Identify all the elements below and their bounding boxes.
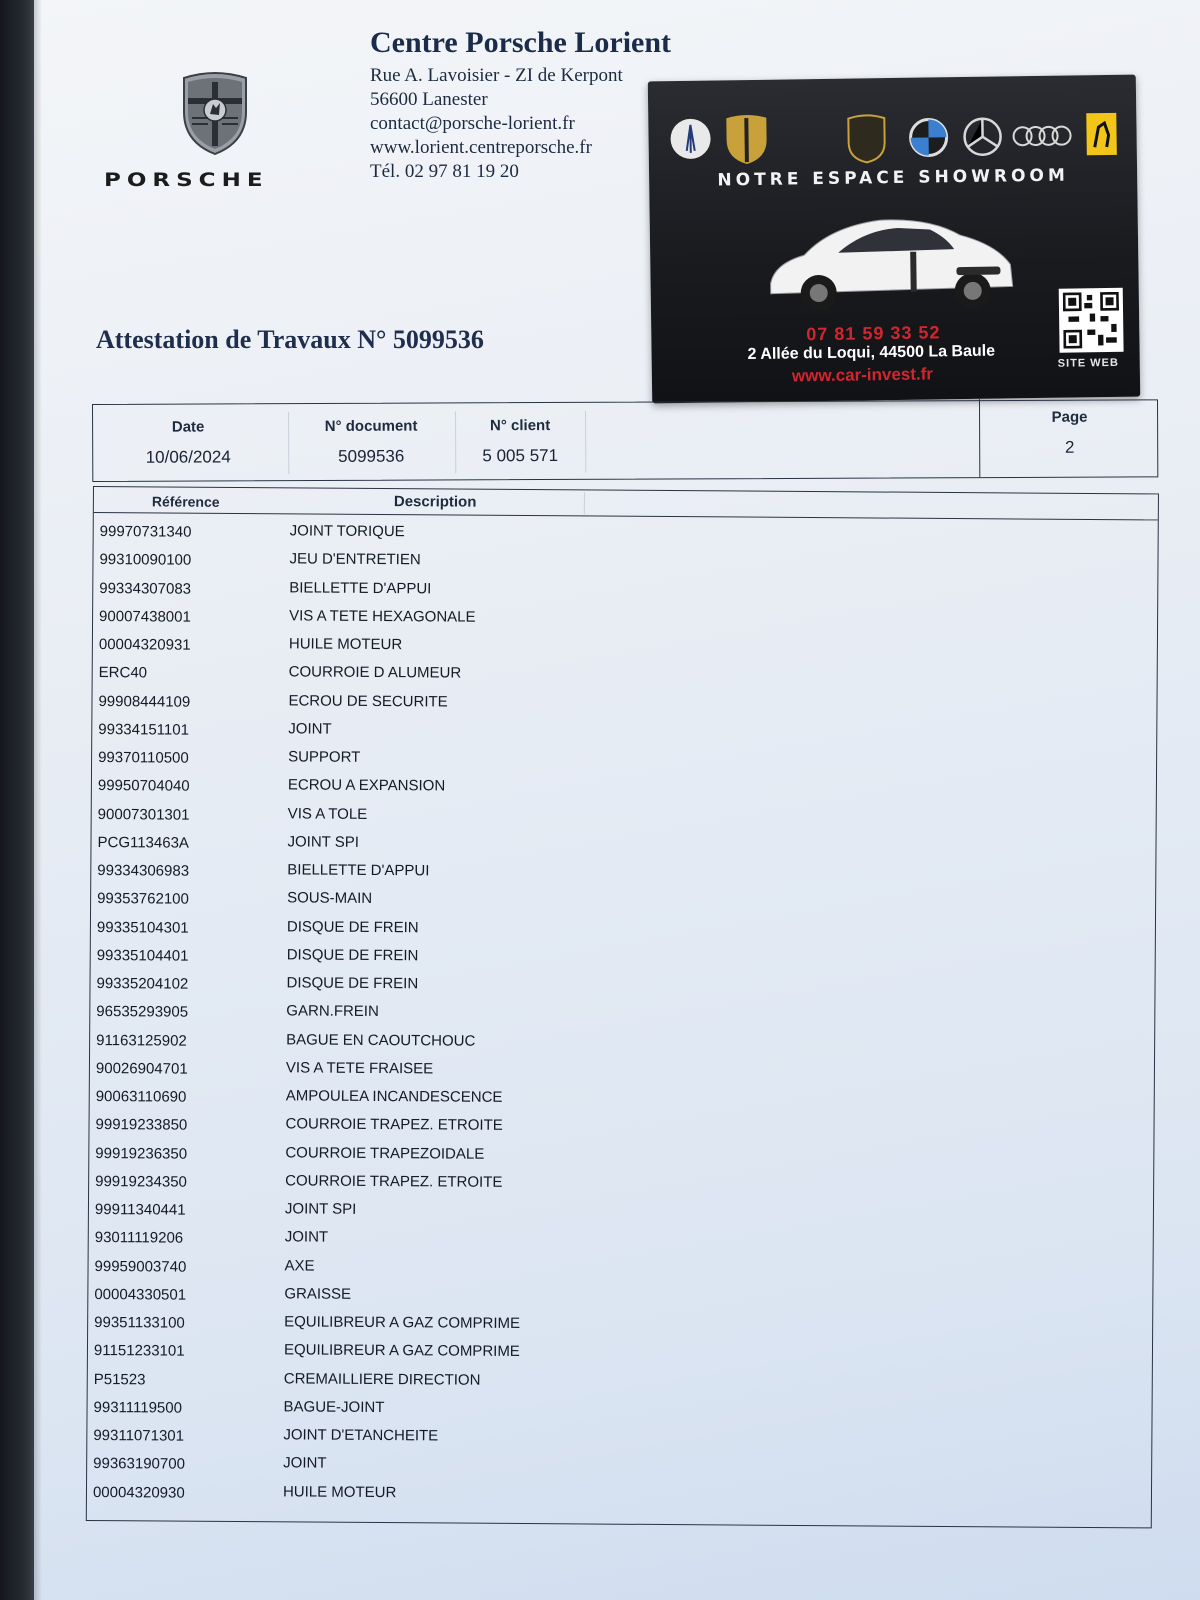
part-reference: 91151233101 [93, 1342, 185, 1360]
part-reference: 90063110690 [95, 1088, 187, 1106]
parts-table [86, 486, 1159, 1528]
part-reference: 90007438001 [99, 607, 191, 626]
part-description: ECROU DE SECURITE [288, 691, 448, 710]
doc-number-label: N° document [324, 417, 418, 435]
part-description: HUILE MOTEUR [282, 1482, 397, 1501]
part-reference: 99311119500 [93, 1398, 183, 1417]
company-address-line1: Rue A. Lavoisier - ZI de Kerpont [370, 65, 623, 86]
part-reference: 99335104401 [96, 946, 189, 965]
part-description: VIS A TETE FRAISEE [285, 1059, 434, 1078]
date-label: Date [171, 418, 205, 436]
part-description: GARN.FREIN [286, 1002, 379, 1021]
part-reference: 99919234350 [95, 1172, 187, 1191]
part-description: JOINT D'ETANCHEITE [283, 1426, 439, 1445]
part-description: CREMAILLIERE DIRECTION [283, 1369, 481, 1389]
part-description: DISQUE DE FREIN [286, 974, 419, 993]
header-divider [584, 492, 585, 514]
document-header-box [92, 399, 1158, 482]
car-image-icon [759, 194, 1021, 318]
part-reference: 00004330501 [94, 1285, 187, 1304]
part-description: BAGUE-JOINT [283, 1398, 385, 1416]
card-website: www.car-invest.fr [791, 364, 934, 386]
card-address: 2 Allée du Loqui, 44500 La Baule [747, 342, 996, 364]
page-cell [979, 398, 1159, 477]
part-description: COURROIE D ALUMEUR [288, 663, 462, 682]
client-number-cell [455, 403, 585, 480]
part-reference: 90026904701 [95, 1059, 188, 1078]
date-cell [93, 404, 283, 481]
part-reference: 99370110500 [98, 749, 189, 767]
part-reference: 99959003740 [94, 1257, 187, 1276]
part-description: JOINT SPI [284, 1200, 357, 1218]
client-number-label: N° client [489, 417, 551, 435]
part-description: BIELLETTE D'APPUI [289, 578, 432, 597]
part-reference: 96535293905 [96, 1003, 189, 1021]
qr-code-icon [1059, 288, 1124, 353]
part-description: SOUS-MAIN [287, 889, 373, 908]
part-reference: 99351133100 [94, 1314, 185, 1332]
part-description: JOINT SPI [287, 833, 359, 851]
company-website: www.lorient.centreporsche.fr [370, 137, 592, 158]
part-reference: 99311071301 [93, 1427, 185, 1445]
part-reference: 99919233850 [95, 1116, 188, 1134]
porsche-crest-icon [180, 68, 250, 156]
part-reference: 99334307083 [99, 579, 192, 598]
part-reference: 00004320931 [98, 636, 191, 654]
part-reference: 99363190700 [93, 1455, 185, 1473]
doc-number-cell [289, 403, 453, 480]
part-reference: 99335204102 [96, 975, 189, 993]
part-reference: 99310090100 [99, 551, 192, 569]
part-description: JEU D'ENTRETIEN [289, 550, 421, 569]
table-row [87, 1479, 1151, 1515]
part-reference: 90007301301 [97, 805, 190, 824]
company-phone: Tél. 02 97 81 19 20 [370, 161, 519, 182]
card-qr-label: SITE WEB [1057, 356, 1120, 370]
part-reference: 99950704040 [97, 777, 190, 795]
brand-wordmark: PORSCHE [104, 170, 269, 191]
business-card [648, 75, 1140, 404]
car-brand-logos-icon [662, 105, 1123, 167]
header-divider [585, 411, 586, 473]
company-address-line2: 56600 Lanester [370, 89, 488, 110]
part-description: AMPOULEA INCANDESCENCE [285, 1087, 503, 1106]
card-slogan: NOTRE ESPACE SHOWROOM [717, 165, 1069, 191]
part-reference: 00004320930 [92, 1483, 185, 1502]
company-name: Centre Porsche Lorient [370, 26, 672, 59]
part-description: BAGUE EN CAOUTCHOUC [286, 1030, 476, 1050]
part-description: VIS A TETE HEXAGONALE [289, 607, 476, 626]
part-reference: PCG113463A [97, 833, 190, 852]
doc-number-value: 5099536 [338, 446, 405, 466]
column-header-description: Description [393, 493, 477, 511]
part-description: GRAISSE [284, 1285, 352, 1303]
part-description: HUILE MOTEUR [288, 635, 403, 654]
part-reference: 99919236350 [95, 1144, 188, 1163]
part-reference: 99335104301 [96, 918, 189, 937]
part-description: JOINT [284, 1228, 329, 1246]
part-description: AXE [284, 1256, 315, 1275]
part-description: JOINT TORIQUE [289, 522, 405, 541]
table-body [87, 519, 1158, 1515]
part-reference: 99334306983 [97, 862, 190, 880]
page-label: Page [1051, 408, 1088, 426]
card-phone: 07 81 59 33 52 [806, 322, 941, 345]
part-description: DISQUE DE FREIN [286, 917, 419, 936]
part-description: EQUILIBREUR A GAZ COMPRIME [283, 1341, 520, 1361]
part-reference: 99334151101 [98, 720, 190, 739]
part-reference: 99353762100 [97, 890, 189, 908]
company-email: contact@porsche-lorient.fr [370, 113, 575, 134]
part-description: COURROIE TRAPEZ. ETROITE [285, 1115, 503, 1135]
part-reference: 91163125902 [96, 1031, 187, 1050]
part-reference: 99911340441 [94, 1201, 186, 1219]
part-description: JOINT [283, 1454, 327, 1472]
part-description: DISQUE DE FREIN [286, 946, 419, 965]
part-reference: ERC40 [98, 664, 148, 682]
part-description: COURROIE TRAPEZOIDALE [285, 1143, 485, 1163]
part-description: BIELLETTE D'APPUI [287, 861, 430, 880]
sheet-shadow [34, 0, 42, 1600]
part-reference: 99908444109 [98, 692, 191, 711]
company-info [370, 26, 671, 184]
part-description: JOINT [288, 720, 332, 738]
part-description: SUPPORT [288, 748, 361, 766]
date-value: 10/06/2024 [145, 447, 231, 467]
part-description: COURROIE TRAPEZ. ETROITE [285, 1172, 503, 1191]
background-edge [0, 0, 34, 1600]
part-description: VIS A TOLE [287, 804, 368, 823]
part-description: EQUILIBREUR A GAZ COMPRIME [284, 1313, 521, 1333]
part-reference: 99970731340 [99, 523, 192, 541]
document-title: Attestation de Travaux N° 5099536 [96, 325, 484, 354]
column-header-reference: Référence [151, 493, 220, 510]
table-header [94, 487, 1158, 520]
client-number-value: 5 005 571 [482, 445, 559, 466]
part-description: ECROU A EXPANSION [287, 776, 446, 795]
part-reference: 93011119206 [94, 1229, 184, 1247]
part-reference: P51523 [93, 1370, 146, 1388]
page-number: 2 [1064, 437, 1075, 457]
